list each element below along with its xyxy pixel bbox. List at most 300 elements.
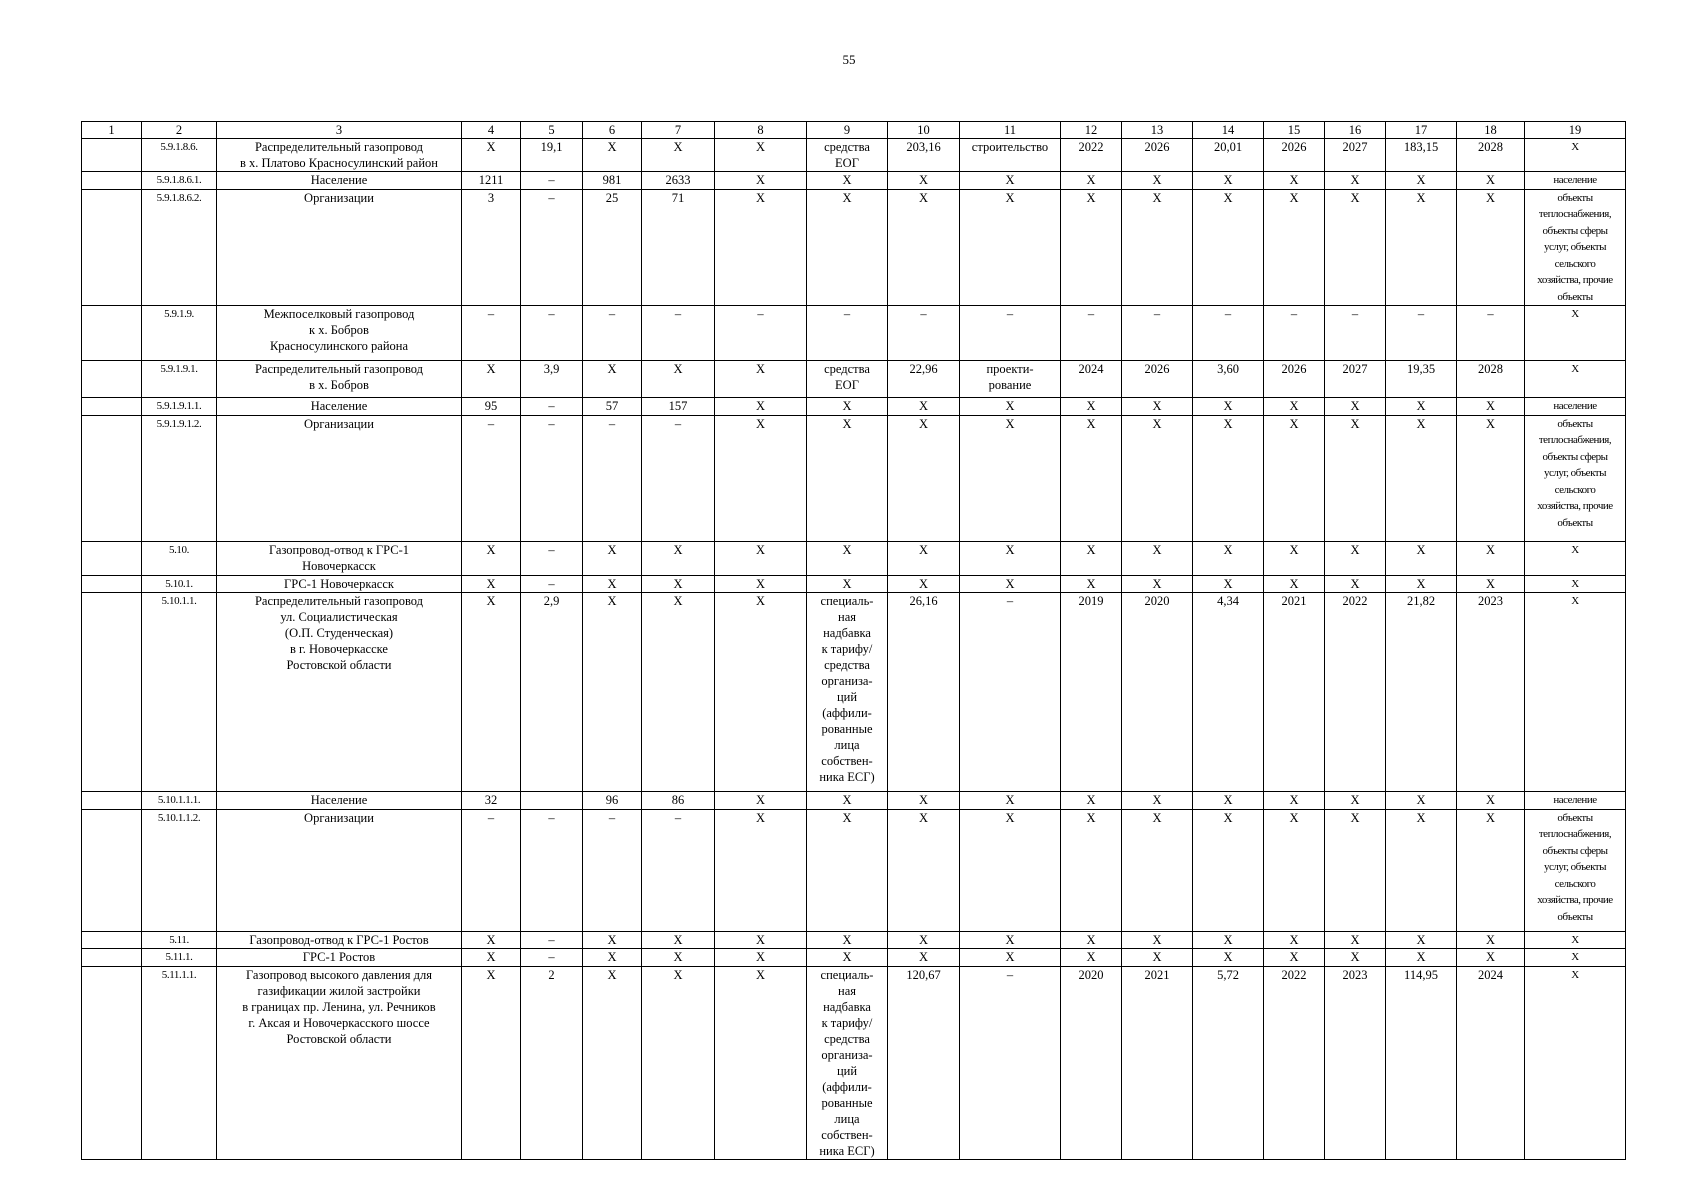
col-10: X bbox=[888, 792, 960, 810]
col-16: X bbox=[1325, 398, 1386, 416]
col-4: 95 bbox=[462, 398, 521, 416]
col-15: X bbox=[1264, 189, 1325, 306]
item-number: 5.9.1.9. bbox=[142, 306, 217, 361]
col-12: 2020 bbox=[1061, 966, 1122, 1159]
col-5: – bbox=[521, 541, 583, 575]
group-cell bbox=[82, 189, 142, 306]
col-16: 2023 bbox=[1325, 966, 1386, 1159]
col-15: X bbox=[1264, 172, 1325, 190]
col-18: – bbox=[1457, 306, 1525, 361]
col-8: X bbox=[715, 361, 807, 398]
funding-source: X bbox=[807, 398, 888, 416]
funding-source: средства ЕОГ bbox=[807, 139, 888, 172]
col-12: X bbox=[1061, 931, 1122, 949]
funding-source: X bbox=[807, 172, 888, 190]
col-5: – bbox=[521, 398, 583, 416]
column-number: 1 bbox=[82, 122, 142, 139]
col-17: X bbox=[1386, 931, 1457, 949]
object-name: Распределительный газопровод в х. Бобров bbox=[217, 361, 462, 398]
group-cell bbox=[82, 792, 142, 810]
col-14: 3,60 bbox=[1193, 361, 1264, 398]
table-row bbox=[82, 541, 1626, 575]
table-row bbox=[82, 398, 1626, 416]
funding-source: специаль- ная надбавка к тарифу/ средства организа- ций (аффили- рованные лица собствен- ника ЕСГ) bbox=[807, 593, 888, 792]
col-18: X bbox=[1457, 949, 1525, 967]
col-10: – bbox=[888, 306, 960, 361]
col-14: 4,34 bbox=[1193, 593, 1264, 792]
work-stage: X bbox=[960, 541, 1061, 575]
col-7: 86 bbox=[642, 792, 715, 810]
funding-source: X bbox=[807, 541, 888, 575]
col-15: 2026 bbox=[1264, 361, 1325, 398]
col-6: X bbox=[583, 541, 642, 575]
col-4: X bbox=[462, 575, 521, 593]
col-7: X bbox=[642, 966, 715, 1159]
column-number: 5 bbox=[521, 122, 583, 139]
col-13: X bbox=[1122, 931, 1193, 949]
consumer-category: X bbox=[1525, 966, 1626, 1159]
consumer-category: X bbox=[1525, 306, 1626, 361]
col-4: X bbox=[462, 593, 521, 792]
funding-source: X bbox=[807, 949, 888, 967]
group-cell bbox=[82, 575, 142, 593]
table-row bbox=[82, 415, 1626, 541]
col-16: X bbox=[1325, 931, 1386, 949]
column-number: 18 bbox=[1457, 122, 1525, 139]
col-5: 19,1 bbox=[521, 139, 583, 172]
item-number: 5.9.1.8.6. bbox=[142, 139, 217, 172]
item-number: 5.9.1.9.1.2. bbox=[142, 415, 217, 541]
col-13: X bbox=[1122, 809, 1193, 931]
work-stage: – bbox=[960, 966, 1061, 1159]
col-17: X bbox=[1386, 172, 1457, 190]
col-13: X bbox=[1122, 541, 1193, 575]
col-4: – bbox=[462, 809, 521, 931]
col-18: X bbox=[1457, 541, 1525, 575]
col-12: 2019 bbox=[1061, 593, 1122, 792]
col-10: X bbox=[888, 931, 960, 949]
col-13: X bbox=[1122, 172, 1193, 190]
table-row bbox=[82, 139, 1626, 172]
col-15: X bbox=[1264, 415, 1325, 541]
work-stage: X bbox=[960, 575, 1061, 593]
col-18: X bbox=[1457, 809, 1525, 931]
funding-source: X bbox=[807, 809, 888, 931]
col-5: – bbox=[521, 949, 583, 967]
col-12: X bbox=[1061, 809, 1122, 931]
col-6: X bbox=[583, 931, 642, 949]
work-stage: X bbox=[960, 189, 1061, 306]
col-6: – bbox=[583, 415, 642, 541]
col-15: X bbox=[1264, 949, 1325, 967]
column-number: 19 bbox=[1525, 122, 1626, 139]
col-4: X bbox=[462, 949, 521, 967]
column-number: 11 bbox=[960, 122, 1061, 139]
col-7: 2633 bbox=[642, 172, 715, 190]
col-7: X bbox=[642, 949, 715, 967]
col-13: X bbox=[1122, 792, 1193, 810]
col-16: X bbox=[1325, 189, 1386, 306]
table-row bbox=[82, 792, 1626, 810]
item-number: 5.10. bbox=[142, 541, 217, 575]
col-5: – bbox=[521, 575, 583, 593]
consumer-category: X bbox=[1525, 593, 1626, 792]
col-7: X bbox=[642, 139, 715, 172]
object-name: Организации bbox=[217, 189, 462, 306]
col-17: X bbox=[1386, 398, 1457, 416]
col-14: X bbox=[1193, 189, 1264, 306]
col-16: 2027 bbox=[1325, 361, 1386, 398]
col-10: 26,16 bbox=[888, 593, 960, 792]
col-4: 32 bbox=[462, 792, 521, 810]
col-12: – bbox=[1061, 306, 1122, 361]
col-6: X bbox=[583, 139, 642, 172]
col-12: X bbox=[1061, 415, 1122, 541]
col-5: 2 bbox=[521, 966, 583, 1159]
col-12: X bbox=[1061, 189, 1122, 306]
col-12: X bbox=[1061, 541, 1122, 575]
col-8: – bbox=[715, 306, 807, 361]
work-stage: X bbox=[960, 931, 1061, 949]
col-17: X bbox=[1386, 189, 1457, 306]
col-15: X bbox=[1264, 809, 1325, 931]
object-name: Население bbox=[217, 172, 462, 190]
col-5: – bbox=[521, 931, 583, 949]
col-4: – bbox=[462, 306, 521, 361]
work-stage: X bbox=[960, 415, 1061, 541]
col-4: – bbox=[462, 415, 521, 541]
col-6: 25 bbox=[583, 189, 642, 306]
col-18: X bbox=[1457, 189, 1525, 306]
col-14: 20,01 bbox=[1193, 139, 1264, 172]
object-name: Население bbox=[217, 792, 462, 810]
col-12: X bbox=[1061, 949, 1122, 967]
item-number: 5.9.1.9.1. bbox=[142, 361, 217, 398]
item-number: 5.9.1.8.6.1. bbox=[142, 172, 217, 190]
col-10: X bbox=[888, 809, 960, 931]
gasification-table bbox=[81, 121, 1626, 1160]
consumer-category: население bbox=[1525, 792, 1626, 810]
group-cell bbox=[82, 593, 142, 792]
col-8: X bbox=[715, 189, 807, 306]
col-17: X bbox=[1386, 541, 1457, 575]
col-13: X bbox=[1122, 575, 1193, 593]
col-6: X bbox=[583, 361, 642, 398]
col-8: X bbox=[715, 398, 807, 416]
col-5: – bbox=[521, 306, 583, 361]
col-7: X bbox=[642, 593, 715, 792]
item-number: 5.11.1.1. bbox=[142, 966, 217, 1159]
table-row bbox=[82, 306, 1626, 361]
column-number: 14 bbox=[1193, 122, 1264, 139]
column-number: 10 bbox=[888, 122, 960, 139]
table-row bbox=[82, 966, 1626, 1159]
column-number: 6 bbox=[583, 122, 642, 139]
funding-source: специаль- ная надбавка к тарифу/ средства организа- ций (аффили- рованные лица собствен- ника ЕСГ) bbox=[807, 966, 888, 1159]
col-15: X bbox=[1264, 541, 1325, 575]
col-16: 2027 bbox=[1325, 139, 1386, 172]
col-6: 57 bbox=[583, 398, 642, 416]
consumer-category: население bbox=[1525, 172, 1626, 190]
work-stage: X bbox=[960, 949, 1061, 967]
consumer-category: объекты теплоснабжения, объекты сферы услуг, объекты сельского хозяйства, прочие объекты bbox=[1525, 189, 1626, 306]
col-15: X bbox=[1264, 931, 1325, 949]
col-5: 3,9 bbox=[521, 361, 583, 398]
col-10: 120,67 bbox=[888, 966, 960, 1159]
col-13: X bbox=[1122, 415, 1193, 541]
group-cell bbox=[82, 415, 142, 541]
col-10: X bbox=[888, 398, 960, 416]
col-4: 1211 bbox=[462, 172, 521, 190]
col-13: X bbox=[1122, 189, 1193, 306]
table-row bbox=[82, 949, 1626, 967]
consumer-category: X bbox=[1525, 575, 1626, 593]
col-18: X bbox=[1457, 792, 1525, 810]
col-18: X bbox=[1457, 398, 1525, 416]
consumer-category: объекты теплоснабжения, объекты сферы услуг, объекты сельского хозяйства, прочие объекты bbox=[1525, 809, 1626, 931]
col-14: X bbox=[1193, 172, 1264, 190]
col-7: – bbox=[642, 415, 715, 541]
column-number: 17 bbox=[1386, 122, 1457, 139]
col-6: X bbox=[583, 575, 642, 593]
item-number: 5.10.1. bbox=[142, 575, 217, 593]
col-12: X bbox=[1061, 792, 1122, 810]
table-row bbox=[82, 931, 1626, 949]
col-17: X bbox=[1386, 809, 1457, 931]
col-17: X bbox=[1386, 949, 1457, 967]
table-row bbox=[82, 172, 1626, 190]
col-7: X bbox=[642, 931, 715, 949]
col-8: X bbox=[715, 949, 807, 967]
col-17: X bbox=[1386, 415, 1457, 541]
col-8: X bbox=[715, 966, 807, 1159]
col-15: X bbox=[1264, 398, 1325, 416]
consumer-category: X bbox=[1525, 949, 1626, 967]
table-body bbox=[82, 139, 1626, 1160]
col-18: 2024 bbox=[1457, 966, 1525, 1159]
item-number: 5.9.1.9.1.1. bbox=[142, 398, 217, 416]
col-7: X bbox=[642, 575, 715, 593]
col-15: – bbox=[1264, 306, 1325, 361]
col-14: X bbox=[1193, 575, 1264, 593]
table-row bbox=[82, 593, 1626, 792]
col-18: 2023 bbox=[1457, 593, 1525, 792]
column-number: 12 bbox=[1061, 122, 1122, 139]
column-number: 13 bbox=[1122, 122, 1193, 139]
col-8: X bbox=[715, 139, 807, 172]
work-stage: X bbox=[960, 792, 1061, 810]
col-12: X bbox=[1061, 398, 1122, 416]
col-14: X bbox=[1193, 415, 1264, 541]
col-4: X bbox=[462, 966, 521, 1159]
col-8: X bbox=[715, 809, 807, 931]
col-14: X bbox=[1193, 931, 1264, 949]
col-13: X bbox=[1122, 398, 1193, 416]
col-12: X bbox=[1061, 172, 1122, 190]
column-number-row bbox=[82, 122, 1626, 139]
work-stage: X bbox=[960, 172, 1061, 190]
object-name: ГРС-1 Ростов bbox=[217, 949, 462, 967]
col-15: 2022 bbox=[1264, 966, 1325, 1159]
col-7: 157 bbox=[642, 398, 715, 416]
group-cell bbox=[82, 172, 142, 190]
col-8: X bbox=[715, 792, 807, 810]
table-row bbox=[82, 809, 1626, 931]
col-6: 96 bbox=[583, 792, 642, 810]
col-16: X bbox=[1325, 809, 1386, 931]
col-15: 2026 bbox=[1264, 139, 1325, 172]
table-row bbox=[82, 361, 1626, 398]
col-13: 2021 bbox=[1122, 966, 1193, 1159]
col-10: X bbox=[888, 415, 960, 541]
work-stage: – bbox=[960, 306, 1061, 361]
col-6: – bbox=[583, 306, 642, 361]
object-name: Газопровод-отвод к ГРС-1 Новочеркасск bbox=[217, 541, 462, 575]
col-18: 2028 bbox=[1457, 139, 1525, 172]
funding-source: X bbox=[807, 792, 888, 810]
col-14: X bbox=[1193, 398, 1264, 416]
col-17: 21,82 bbox=[1386, 593, 1457, 792]
group-cell bbox=[82, 966, 142, 1159]
object-name: Распределительный газопровод ул. Социалистическая (О.П. Студенческая) в г. Новочеркасске Ростовской области bbox=[217, 593, 462, 792]
col-8: X bbox=[715, 593, 807, 792]
col-14: X bbox=[1193, 949, 1264, 967]
col-5 bbox=[521, 792, 583, 810]
work-stage: – bbox=[960, 593, 1061, 792]
funding-source: средства ЕОГ bbox=[807, 361, 888, 398]
work-stage: X bbox=[960, 398, 1061, 416]
funding-source: X bbox=[807, 415, 888, 541]
col-6: X bbox=[583, 966, 642, 1159]
col-18: 2028 bbox=[1457, 361, 1525, 398]
col-7: 71 bbox=[642, 189, 715, 306]
col-17: X bbox=[1386, 792, 1457, 810]
funding-source: X bbox=[807, 189, 888, 306]
object-name: Организации bbox=[217, 809, 462, 931]
col-16: 2022 bbox=[1325, 593, 1386, 792]
col-17: X bbox=[1386, 575, 1457, 593]
col-16: X bbox=[1325, 415, 1386, 541]
col-8: X bbox=[715, 415, 807, 541]
column-number: 16 bbox=[1325, 122, 1386, 139]
col-15: 2021 bbox=[1264, 593, 1325, 792]
work-stage: строительство bbox=[960, 139, 1061, 172]
group-cell bbox=[82, 361, 142, 398]
col-5: – bbox=[521, 415, 583, 541]
col-12: 2022 bbox=[1061, 139, 1122, 172]
col-16: X bbox=[1325, 575, 1386, 593]
col-5: 2,9 bbox=[521, 593, 583, 792]
funding-source: – bbox=[807, 306, 888, 361]
object-name: Распределительный газопровод в х. Платово Красносулинский район bbox=[217, 139, 462, 172]
object-name: ГРС-1 Новочеркасск bbox=[217, 575, 462, 593]
col-13: – bbox=[1122, 306, 1193, 361]
consumer-category: X bbox=[1525, 139, 1626, 172]
col-4: 3 bbox=[462, 189, 521, 306]
consumer-category: X bbox=[1525, 931, 1626, 949]
column-number: 2 bbox=[142, 122, 217, 139]
col-14: X bbox=[1193, 792, 1264, 810]
funding-source: X bbox=[807, 931, 888, 949]
col-12: X bbox=[1061, 575, 1122, 593]
col-6: X bbox=[583, 949, 642, 967]
col-18: X bbox=[1457, 415, 1525, 541]
col-10: X bbox=[888, 575, 960, 593]
col-7: – bbox=[642, 306, 715, 361]
col-15: X bbox=[1264, 792, 1325, 810]
col-7: X bbox=[642, 541, 715, 575]
col-18: X bbox=[1457, 172, 1525, 190]
col-16: X bbox=[1325, 172, 1386, 190]
work-stage: проекти- рование bbox=[960, 361, 1061, 398]
column-number: 4 bbox=[462, 122, 521, 139]
col-10: X bbox=[888, 541, 960, 575]
column-number: 8 bbox=[715, 122, 807, 139]
col-13: 2026 bbox=[1122, 139, 1193, 172]
column-number: 3 bbox=[217, 122, 462, 139]
object-name: Население bbox=[217, 398, 462, 416]
funding-source: X bbox=[807, 575, 888, 593]
table-row bbox=[82, 189, 1626, 306]
group-cell bbox=[82, 541, 142, 575]
col-6: – bbox=[583, 809, 642, 931]
col-14: 5,72 bbox=[1193, 966, 1264, 1159]
object-name: Межпоселковый газопровод к х. Бобров Красносулинского района bbox=[217, 306, 462, 361]
col-13: 2026 bbox=[1122, 361, 1193, 398]
col-12: 2024 bbox=[1061, 361, 1122, 398]
col-16: X bbox=[1325, 949, 1386, 967]
col-4: X bbox=[462, 139, 521, 172]
group-cell bbox=[82, 949, 142, 967]
col-4: X bbox=[462, 361, 521, 398]
col-17: – bbox=[1386, 306, 1457, 361]
col-6: X bbox=[583, 593, 642, 792]
col-10: 203,16 bbox=[888, 139, 960, 172]
item-number: 5.9.1.8.6.2. bbox=[142, 189, 217, 306]
column-number: 9 bbox=[807, 122, 888, 139]
col-7: X bbox=[642, 361, 715, 398]
col-10: 22,96 bbox=[888, 361, 960, 398]
col-4: X bbox=[462, 541, 521, 575]
col-5: – bbox=[521, 809, 583, 931]
group-cell bbox=[82, 931, 142, 949]
col-8: X bbox=[715, 172, 807, 190]
group-cell bbox=[82, 139, 142, 172]
col-16: – bbox=[1325, 306, 1386, 361]
col-18: X bbox=[1457, 931, 1525, 949]
column-number: 15 bbox=[1264, 122, 1325, 139]
col-17: 183,15 bbox=[1386, 139, 1457, 172]
group-cell bbox=[82, 306, 142, 361]
col-10: X bbox=[888, 189, 960, 306]
col-15: X bbox=[1264, 575, 1325, 593]
object-name: Газопровод-отвод к ГРС-1 Ростов bbox=[217, 931, 462, 949]
consumer-category: объекты теплоснабжения, объекты сферы услуг, объекты сельского хозяйства, прочие объекты bbox=[1525, 415, 1626, 541]
col-13: X bbox=[1122, 949, 1193, 967]
col-18: X bbox=[1457, 575, 1525, 593]
col-4: X bbox=[462, 931, 521, 949]
col-16: X bbox=[1325, 792, 1386, 810]
work-stage: X bbox=[960, 809, 1061, 931]
consumer-category: X bbox=[1525, 541, 1626, 575]
item-number: 5.10.1.1.1. bbox=[142, 792, 217, 810]
table-row bbox=[82, 575, 1626, 593]
col-6: 981 bbox=[583, 172, 642, 190]
col-13: 2020 bbox=[1122, 593, 1193, 792]
col-8: X bbox=[715, 931, 807, 949]
column-number: 7 bbox=[642, 122, 715, 139]
col-5: – bbox=[521, 189, 583, 306]
